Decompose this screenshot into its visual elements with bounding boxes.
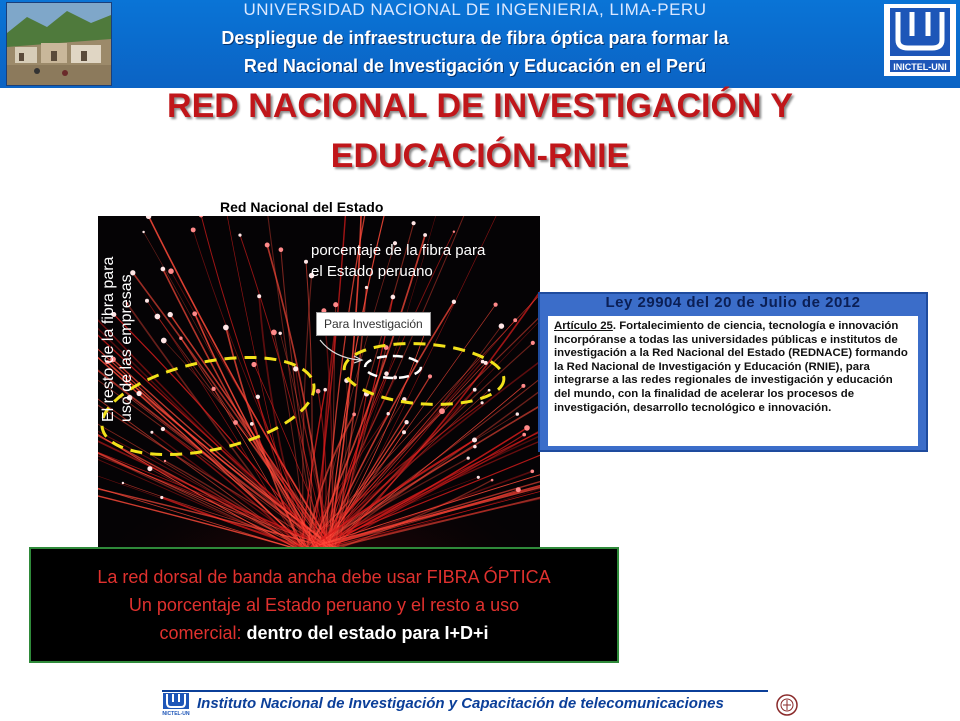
fiber-tip [333, 302, 338, 307]
header-subtitle-line1: Despliegue de infraestructura de fibra óptica para formar la [221, 28, 729, 48]
fiber-tip [168, 268, 174, 274]
fiber-tip [316, 389, 321, 394]
note-line1: La red dorsal de banda ancha debe usar FIBRA ÓPTICA [97, 567, 551, 587]
law-excerpt [548, 316, 918, 446]
fiber-tip [278, 332, 281, 335]
fiber-tip [147, 466, 152, 471]
fiber-tip [428, 374, 432, 378]
fiber-tip [516, 412, 519, 415]
fiber-tip [513, 318, 517, 322]
fiber-tip [494, 303, 498, 307]
footer-logo-text: INICTEL-UNI [162, 711, 190, 716]
fiber-tip [365, 286, 368, 289]
fiber-tip [521, 384, 525, 388]
fiber-tip [293, 366, 298, 371]
fiber-tip [323, 388, 327, 392]
fiber-tip [467, 456, 470, 459]
fiber-tip [531, 341, 535, 345]
fiber-tip [473, 388, 477, 392]
fiber-tip [271, 330, 277, 336]
state-share-label-line1: porcentaje de la fibra para [311, 242, 486, 259]
fiber-tip [477, 476, 480, 479]
fiber-tip [168, 312, 173, 317]
fiber-tip [304, 260, 308, 264]
footer-divider [162, 690, 768, 692]
fiber-tip [179, 336, 182, 339]
inictel-logo [884, 4, 956, 76]
fiber-tip [391, 295, 396, 300]
fiber-tip [161, 267, 166, 272]
fiber-tip [387, 412, 390, 415]
fiber-tip [516, 487, 521, 492]
vertical-label-line2: uso de las empresas [118, 274, 135, 422]
fiber-tip [122, 482, 124, 484]
fiber-tip [352, 413, 356, 417]
main-title-line2: EDUCACIÓN-RNIE [330, 137, 630, 175]
fiber-tip [491, 479, 494, 482]
fiber-tip [530, 469, 534, 473]
note-line3-red: comercial: [159, 623, 242, 643]
fiber-tip [223, 325, 229, 331]
fiber-tip [423, 233, 427, 237]
fiber-tip [191, 227, 196, 232]
summary-note [29, 547, 619, 663]
fiber-tip [439, 408, 445, 414]
fiber-tip [161, 427, 165, 431]
note-line3-white: dentro del estado para I+D+i [246, 623, 489, 643]
fiber-tip [160, 496, 163, 499]
fiber-tip [393, 375, 397, 379]
fiber-tip [524, 425, 530, 431]
fiber-tip [472, 437, 477, 442]
vertical-label-line1: El resto de la fibra para [100, 256, 117, 422]
fiber-tip [192, 311, 197, 316]
fiber-tip [211, 387, 215, 391]
header-banner [0, 0, 960, 88]
fiber-tip [251, 362, 256, 367]
footer-institute-name: Instituto Nacional de Investigación y Capacitación de telecomunicaciones [197, 695, 724, 712]
fiber-tip [402, 430, 406, 434]
fiber-tip [481, 401, 484, 404]
research-tag: Para Investigación [316, 312, 431, 336]
fiber-tip [164, 460, 166, 462]
fiber-tip [238, 234, 241, 237]
fiber-tip [265, 243, 270, 248]
state-share-label [311, 240, 539, 282]
header-subtitle-line2: Red Nacional de Investigación y Educación en el Perú [243, 56, 707, 76]
fiber-tip [481, 360, 485, 364]
footer-logo [162, 690, 190, 716]
law-title: Ley 29904 del 20 de Julio de 2012 [605, 294, 861, 311]
note-line2: Un porcentaje al Estado peruano y el resto a uso [128, 595, 520, 615]
vertical-label [96, 222, 156, 437]
law-box [538, 292, 928, 452]
article-ref: Artículo 25 [554, 320, 613, 332]
fiber-tip [452, 300, 456, 304]
university-seal-icon [776, 694, 798, 716]
fiber-tip [453, 230, 455, 232]
fiber-tip [233, 420, 238, 425]
fiber-tip [404, 420, 408, 424]
fiber-tip [161, 338, 167, 344]
fiber-tip [488, 389, 491, 392]
fiber-tip [384, 371, 389, 376]
fiber-tip [279, 247, 284, 252]
fiber-tip [473, 445, 477, 449]
town-photo [6, 2, 112, 86]
photo-caption: Red Nacional del Estado [220, 199, 384, 215]
article-title: . Fortalecimiento de ciencia, tecnología e innovación [612, 320, 899, 332]
fiber-tip [256, 395, 260, 399]
state-share-label-line2: el Estado peruano [311, 263, 433, 280]
fiber-tip [250, 422, 254, 426]
fiber-tip [257, 294, 261, 298]
university-name: UNIVERSIDAD NACIONAL DE INGENIERIA, LIMA-PERU [243, 0, 707, 19]
main-title-line1: RED NACIONAL DE INVESTIGACIÓN Y [167, 87, 793, 125]
fiber-tip [522, 433, 526, 437]
logo-text: INICTEL-UNI [893, 62, 947, 72]
fiber-tip [412, 221, 416, 225]
article-body: Incorpóranse a todas las universidades públicas e institutos de investigación a la Red Nacional del Estado (REDNACE) formando la Red Nacional de Investigación y Educación (RNIE), para integrarse a las redes regionales de investigación y educación del mundo, con la finalidad de acelerar los procesos de investigación, desarrollo tecnológico e innovación. [554, 333, 908, 414]
fiber-tip [499, 323, 505, 329]
